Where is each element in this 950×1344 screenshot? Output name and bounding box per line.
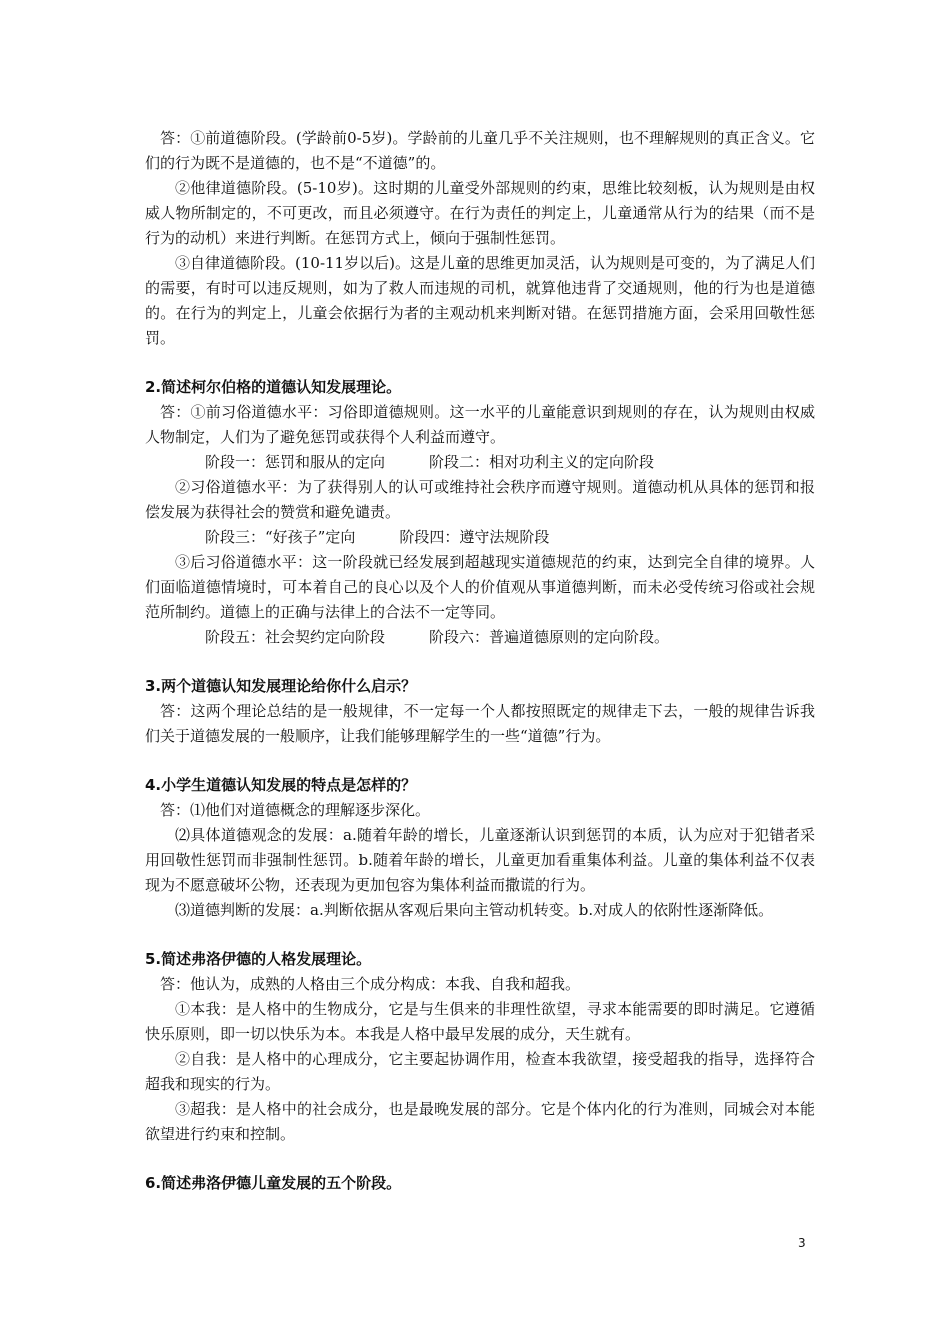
question-heading: 5.简述弗洛伊德的人格发展理论。 — [145, 950, 372, 968]
answer-paragraph: 答：①前习俗道德水平：习俗即道德规则。这一水平的儿童能意识到规则的存在，认为规则由权威人物制定，人们为了避免惩罚或获得个人利益而遵守。 — [145, 403, 815, 446]
stage-item: 阶段三：“好孩子”定向 — [205, 528, 356, 546]
answer-paragraph: 答：他认为，成熟的人格由三个成分构成：本我、自我和超我。 — [160, 975, 581, 993]
page-content — [145, 126, 815, 1196]
stage-item: 阶段六：普遍道德原则的定向阶段。 — [429, 628, 670, 646]
question-heading: 3.两个道德认知发展理论给你什么启示？ — [145, 677, 417, 695]
page-number: 3 — [798, 1236, 806, 1250]
stage-item: 阶段一：惩罚和服从的定向 — [205, 453, 386, 471]
stage-item: 阶段五：社会契约定向阶段 — [205, 628, 386, 646]
answer-paragraph: ②习俗道德水平：为了获得别人的认可或维持社会秩序而遵守规则。道德动机从具体的惩罚和报偿发展为获得社会的赞赏和避免谴责。 — [145, 478, 815, 521]
answer-paragraph: 答：⑴他们对道德概念的理解逐步深化。 — [160, 801, 431, 819]
answer-paragraph: ⑵具体道德观念的发展：a.随着年龄的增长，儿童逐渐认识到惩罚的本质，认为应对于犯错者采用回敬性惩罚而非强制性惩罚。b.随着年龄的增长，儿童更加看重集体利益。儿童的集体利益不仅表现为不愿意破坏公物，还表现为更加包容为集体利益而撒谎的行为。 — [145, 826, 815, 894]
question-heading: 4.小学生道德认知发展的特点是怎样的？ — [145, 776, 417, 794]
answer-paragraph: ②自我：是人格中的心理成分，它主要起协调作用，检查本我欲望，接受超我的指导，选择符合超我和现实的行为。 — [145, 1050, 815, 1093]
answer-paragraph: 答：这两个理论总结的是一般规律，不一定每一个人都按照既定的规律走下去，一般的规律告诉我们关于道德发展的一般顺序，让我们能够理解学生的一些“道德”行为。 — [145, 702, 815, 745]
stage-line — [145, 625, 815, 650]
answer-paragraph: 答：①前道德阶段。(学龄前0-5岁)。学龄前的儿童几乎不关注规则，也不理解规则的真正含义。它们的行为既不是道德的，也不是“不道德”的。 — [145, 129, 815, 172]
stage-line — [145, 525, 815, 550]
answer-paragraph: ①本我：是人格中的生物成分，它是与生俱来的非理性欲望，寻求本能需要的即时满足。它遵循快乐原则，即一切以快乐为本。本我是人格中最早发展的成分，天生就有。 — [145, 1000, 815, 1043]
question-heading: 6.简述弗洛伊德儿童发展的五个阶段。 — [145, 1174, 402, 1192]
answer-paragraph: ③后习俗道德水平：这一阶段就已经发展到超越现实道德规范的约束，达到完全自律的境界。人们面临道德情境时，可本着自己的良心以及个人的价值观从事道德判断，而未必受传统习俗或社会规范所制约。道德上的正确与法律上的合法不一定等同。 — [145, 553, 815, 621]
stage-item: 阶段二：相对功利主义的定向阶段 — [429, 453, 655, 471]
stage-line — [145, 450, 815, 475]
answer-paragraph: ②他律道德阶段。(5-10岁)。这时期的儿童受外部规则的约束，思维比较刻板，认为规则是由权威人物所制定的，不可更改，而且必须遵守。在行为责任的判定上，儿童通常从行为的结果（而不是行为的动机）来进行判断。在惩罚方式上，倾向于强制性惩罚。 — [145, 179, 815, 247]
answer-paragraph: ⑶道德判断的发展：a.判断依据从客观后果向主管动机转变。b.对成人的依附性逐渐降低。 — [175, 901, 774, 919]
stage-item: 阶段四：遵守法规阶段 — [399, 528, 550, 546]
answer-paragraph: ③超我：是人格中的社会成分，也是最晚发展的部分。它是个体内化的行为准则，同城会对本能欲望进行约束和控制。 — [145, 1100, 815, 1143]
question-heading: 2.简述柯尔伯格的道德认知发展理论。 — [145, 378, 402, 396]
answer-paragraph: ③自律道德阶段。(10-11岁以后)。这是儿童的思维更加灵活，认为规则是可变的，为了满足人们的需要，有时可以违反规则，如为了救人而违规的司机，就算他违背了交通规则，他的行为也是道德的。在行为的判定上，儿童会依据行为者的主观动机来判断对错。在惩罚措施方面，会采用回敬性惩罚。 — [145, 254, 815, 347]
